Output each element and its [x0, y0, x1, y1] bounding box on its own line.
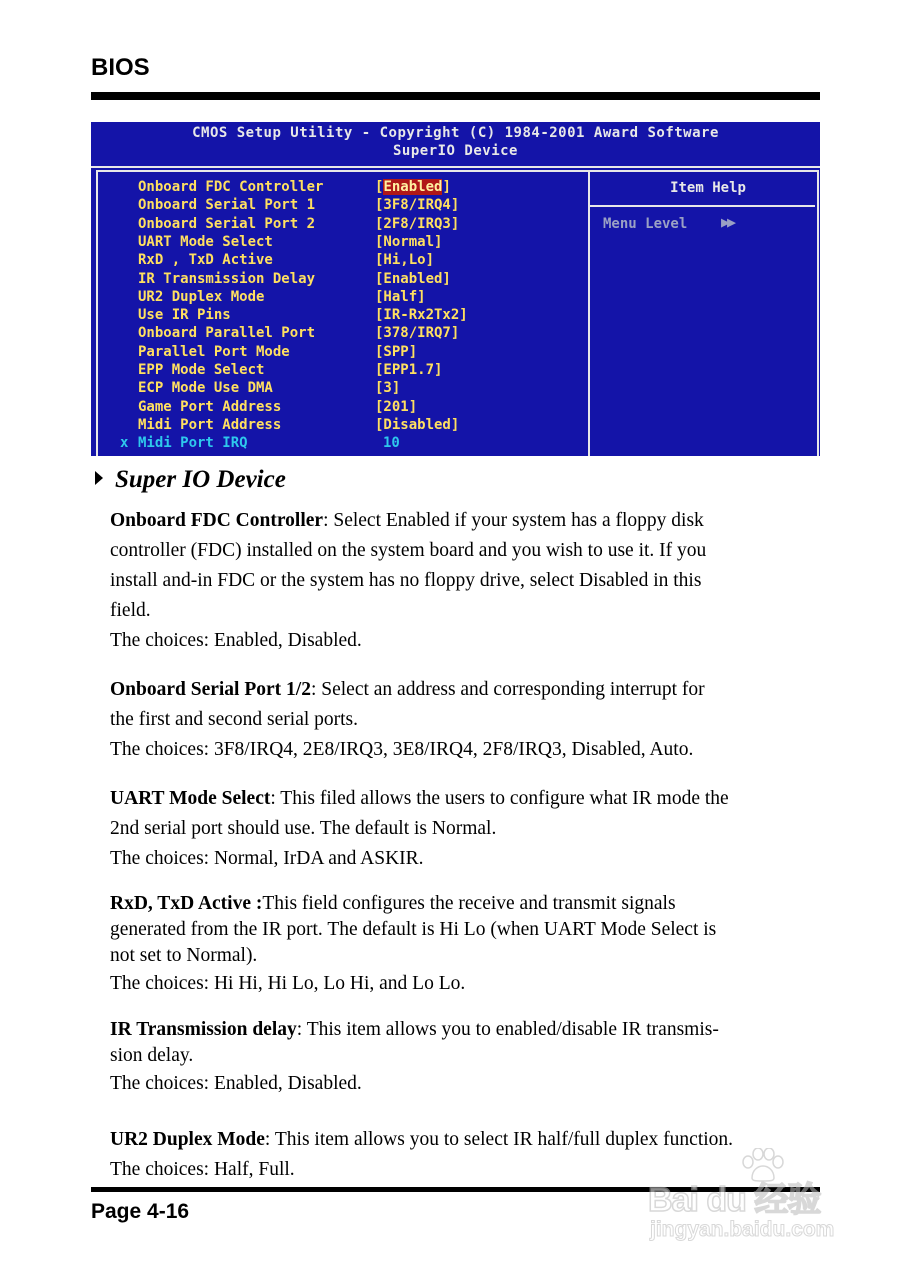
- item-help-title: Item Help: [670, 180, 746, 196]
- term-serial: Onboard Serial Port 1/2: [110, 679, 311, 700]
- bios-screenshot: [91, 122, 820, 456]
- selected-value-highlight[interactable]: Enabled: [383, 179, 443, 195]
- triangle-bullet-icon: [95, 471, 103, 485]
- section-heading: [95, 466, 286, 494]
- bios-row-label: ECP Mode Use DMA: [138, 380, 273, 397]
- bios-divider: [588, 170, 590, 456]
- bios-row-value[interactable]: [Half]: [375, 288, 426, 305]
- bios-row-value[interactable]: [Normal]: [375, 233, 443, 250]
- bios-row-label: Onboard Serial Port 2: [138, 215, 316, 232]
- bios-row-value[interactable]: [EPP1.7]: [375, 362, 443, 378]
- uart-line2: 2nd serial port should use. The default is Normal.: [110, 818, 497, 839]
- bios-row[interactable]: [91, 197, 588, 215]
- bios-row[interactable]: [91, 344, 588, 362]
- section-title: Super IO Device: [115, 466, 286, 493]
- bios-row[interactable]: [91, 362, 588, 380]
- term-fdc: Onboard FDC Controller: [110, 510, 324, 531]
- double-right-arrow-icon: ▶▶: [721, 213, 734, 231]
- watermark: [646, 1148, 856, 1248]
- bios-row-label: Onboard Serial Port 1: [138, 197, 316, 214]
- bios-row-label: Midi Port IRQ: [138, 435, 248, 452]
- bios-separator: [91, 166, 820, 168]
- bios-row[interactable]: [91, 380, 588, 398]
- bios-row-label: Game Port Address: [138, 398, 282, 415]
- fdc-line4: field.: [110, 600, 151, 621]
- paragraph-ir: [110, 1017, 825, 1097]
- bios-row-label: Onboard FDC Controller: [138, 179, 324, 195]
- bios-row-value[interactable]: [Disabled]: [375, 416, 460, 433]
- bios-row-label: EPP Mode Select: [138, 362, 265, 378]
- bios-row[interactable]: [91, 417, 588, 435]
- rxd-line1: This field configures the receive and transmit signals: [262, 893, 676, 914]
- ir-choices: The choices: Enabled, Disabled.: [110, 1073, 362, 1094]
- bios-row[interactable]: [91, 179, 588, 197]
- bios-row-label: IR Transmission Delay: [138, 270, 316, 287]
- bios-row[interactable]: [91, 325, 588, 343]
- uart-choices: The choices: Normal, IrDA and ASKIR.: [110, 848, 424, 869]
- bios-row-value[interactable]: [201]: [375, 398, 418, 415]
- bios-row-value[interactable]: [3]: [375, 380, 401, 397]
- paragraph-serial: [110, 675, 825, 765]
- bios-subtitle: SuperIO Device: [392, 143, 518, 159]
- term-ir: IR Transmission delay: [110, 1019, 297, 1040]
- bios-row-value[interactable]: [3F8/IRQ4]: [375, 197, 460, 214]
- serial-line1: : Select an address and corresponding interrupt for: [310, 679, 705, 700]
- uart-line1: : This filed allows the users to configure what IR mode the: [270, 788, 729, 809]
- bios-row-value[interactable]: [2F8/IRQ3]: [375, 215, 460, 232]
- fdc-line3: install and-in FDC or the system has no floppy drive, select Disabled in this: [110, 570, 702, 591]
- paragraph-rxd: [110, 891, 825, 997]
- watermark-url: jingyan.baidu.com: [650, 1218, 835, 1241]
- ir-line1: : This item allows you to enabled/disable IR transmis-: [296, 1019, 719, 1040]
- paragraph-fdc: [110, 506, 825, 656]
- disabled-mark: x: [120, 435, 129, 452]
- bios-row-label: RxD , TxD Active: [138, 252, 273, 269]
- bios-row[interactable]: [91, 289, 588, 307]
- bios-row-label: Parallel Port Mode: [138, 343, 290, 360]
- bios-row-value[interactable]: [Hi,Lo]: [375, 252, 435, 269]
- header-title: BIOS: [91, 54, 150, 81]
- bios-row-label: UR2 Duplex Mode: [138, 288, 265, 305]
- bios-row[interactable]: [91, 307, 588, 325]
- serial-choices: The choices: 3F8/IRQ4, 2E8/IRQ3, 3E8/IRQ4, 2F8/IRQ3, Disabled, Auto.: [110, 739, 694, 760]
- bios-row[interactable]: [91, 234, 588, 252]
- bios-row-value[interactable]: [Enabled]: [375, 270, 451, 287]
- bios-title: CMOS Setup Utility - Copyright (C) 1984-2001 Award Software: [192, 125, 719, 141]
- fdc-line2: controller (FDC) installed on the system board and you wish to use it. If you: [110, 540, 707, 561]
- bios-row-value[interactable]: [SPP]: [375, 343, 418, 360]
- menu-level-label: Menu Level: [603, 216, 688, 232]
- paragraph-uart: [110, 784, 825, 874]
- term-rxd: RxD, TxD Active :: [110, 893, 263, 914]
- term-ur2: UR2 Duplex Mode: [110, 1129, 265, 1150]
- bios-row-value[interactable]: 10: [383, 435, 400, 452]
- rxd-choices: The choices: Hi Hi, Hi Lo, Lo Hi, and Lo Lo.: [110, 973, 466, 994]
- term-uart: UART Mode Select: [110, 788, 271, 809]
- serial-line2: the first and second serial ports.: [110, 709, 359, 730]
- bios-row[interactable]: [91, 435, 588, 453]
- bios-row-value[interactable]: [378/IRQ7]: [375, 325, 460, 342]
- bios-row-label: UART Mode Select: [138, 233, 273, 250]
- bios-row[interactable]: [91, 216, 588, 234]
- rxd-line3: not set to Normal).: [110, 945, 258, 966]
- bios-row[interactable]: [91, 399, 588, 417]
- bios-row-label: Onboard Parallel Port: [138, 325, 316, 342]
- page-number: Page 4-16: [91, 1200, 190, 1223]
- ur2-choices: The choices: Half, Full.: [110, 1159, 295, 1180]
- fdc-choices: The choices: Enabled, Disabled.: [110, 630, 362, 651]
- help-separator: [590, 205, 815, 207]
- ur2-line1: : This item allows you to select IR half/full duplex function.: [264, 1129, 734, 1150]
- ir-line2: sion delay.: [110, 1045, 194, 1066]
- rxd-line2: generated from the IR port. The default is Hi Lo (when UART Mode Select is: [110, 919, 717, 940]
- bios-row-value[interactable]: [Enabled]: [375, 179, 451, 195]
- bios-row-label: Use IR Pins: [138, 307, 231, 324]
- watermark-brand: Bai du 经验: [648, 1181, 821, 1219]
- header-rule: [91, 92, 820, 100]
- bios-row-value[interactable]: [IR-Rx2Tx2]: [375, 307, 468, 324]
- fdc-line1: : Select Enabled if your system has a floppy disk: [323, 510, 704, 531]
- bios-row-label: Midi Port Address: [138, 416, 282, 433]
- bios-row[interactable]: [91, 252, 588, 270]
- bios-row[interactable]: [91, 271, 588, 289]
